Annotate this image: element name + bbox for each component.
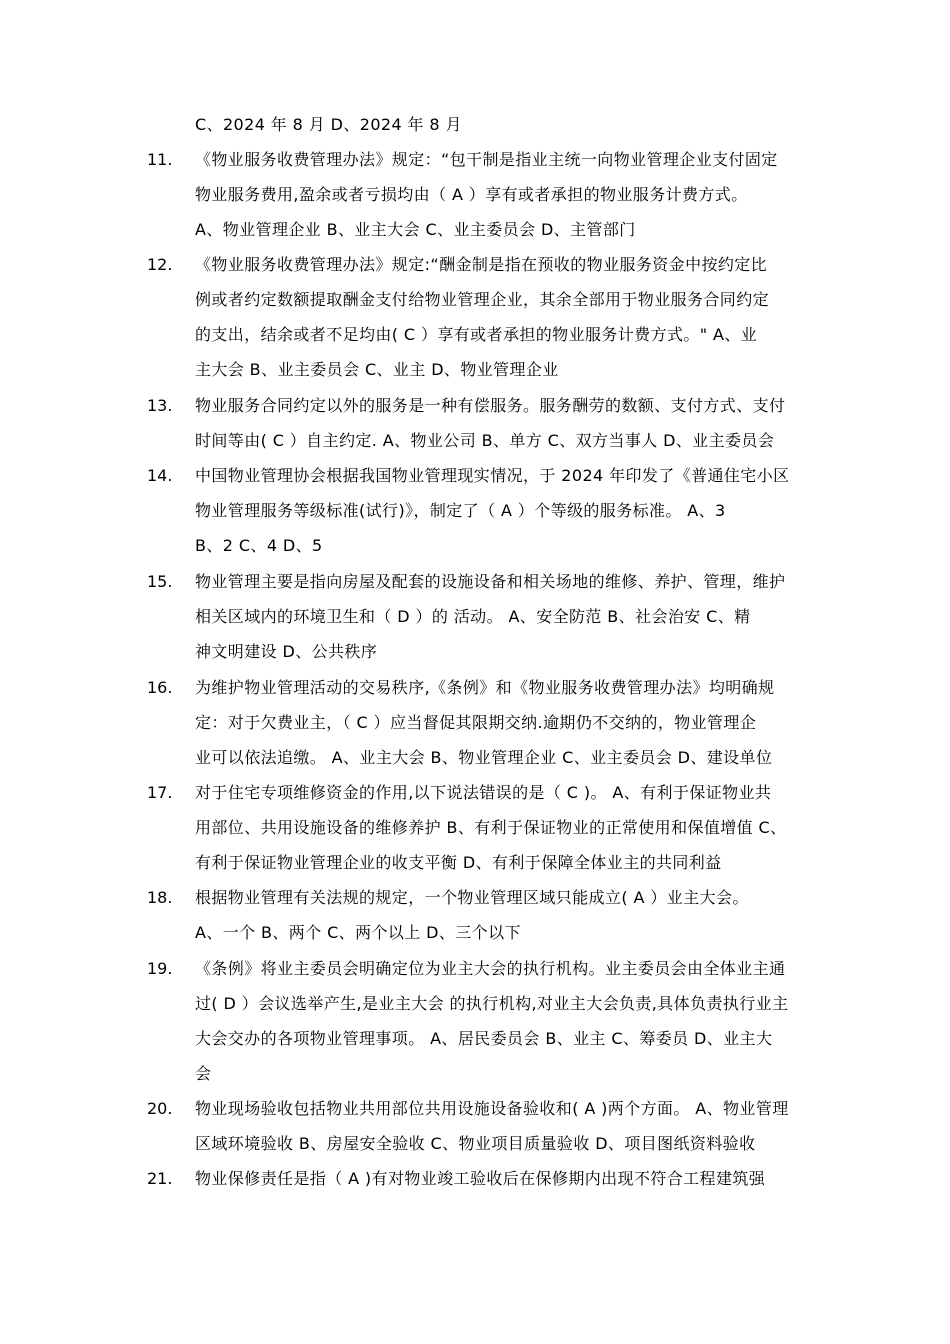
question-line: 会 (195, 1064, 212, 1083)
question-number: 17. (147, 783, 173, 802)
question-number: 15. (147, 572, 173, 591)
question-line: B、2 C、4 D、5 (195, 536, 323, 555)
question-line: 对于住宅专项维修资金的作用,以下说法错误的是（ C )。 A、有利于保证物业共 (195, 783, 772, 802)
question-line: 《条例》将业主委员会明确定位为业主大会的执行机构。业主委员会由全体业主通 (195, 959, 786, 978)
question-number: 20. (147, 1099, 173, 1118)
question-line: 大会交办的各项物业管理事项。 A、居民委员会 B、业主 C、筹委员 D、业主大 (195, 1029, 773, 1048)
question-line: 定：对于欠费业主，（ C ）应当督促其限期交纳.逾期仍不交纳的，物业管理企 (195, 713, 757, 732)
question-line: 业可以依法追缴。 A、业主大会 B、物业管理企业 C、业主委员会 D、建设单位 (195, 748, 773, 767)
question-line: 物业保修责任是指（ A )有对物业竣工验收后在保修期内出现不符合工程建筑强 (195, 1169, 766, 1188)
question-line: 相关区域内的环境卫生和（ D ）的 活动。 A、安全防范 B、社会治安 C、精 (195, 607, 751, 626)
intro-line: C、2024 年 8 月 D、2024 年 8 月 (195, 115, 462, 134)
question-line: 神文明建设 D、公共秩序 (195, 642, 378, 661)
question-line: 物业服务费用,盈余或者亏损均由（ A ）享有或者承担的物业服务计费方式。 (195, 185, 748, 204)
question-line: 物业服务合同约定以外的服务是一种有偿服务。服务酬劳的数额、支付方式、支付 (195, 396, 786, 415)
question-line: 有利于保证物业管理企业的收支平衡 D、有利于保障全体业主的共同利益 (195, 853, 722, 872)
question-number: 13. (147, 396, 173, 415)
question-line: 过( D ）会议选举产生,是业主大会 的执行机构,对业主大会负责,具体负责执行业主 (195, 994, 789, 1013)
question-line: 中国物业管理协会根据我国物业管理现实情况，于 2024 年印发了《普通住宅小区 (195, 466, 790, 485)
question-number: 14. (147, 466, 173, 485)
question-line: 例或者约定数额提取酬金支付给物业管理企业，其余全部用于物业服务合同约定 (195, 290, 770, 309)
question-number: 16. (147, 678, 173, 697)
question-line: 区域环境验收 B、房屋安全验收 C、物业项目质量验收 D、项目图纸资料验收 (195, 1134, 756, 1153)
question-number: 21. (147, 1169, 173, 1188)
question-line: A、物业管理企业 B、业主大会 C、业主委员会 D、主管部门 (195, 220, 636, 239)
question-line: 用部位、共用设施设备的维修养护 B、有利于保证物业的正常使用和保值增值 C、 (195, 818, 787, 837)
question-line: 为维护物业管理活动的交易秩序,《条例》和《物业服务收费管理办法》均明确规 (195, 678, 775, 697)
question-line: A、一个 B、两个 C、两个以上 D、三个以下 (195, 923, 521, 942)
question-line: 的支出，结余或者不足均由( C ）享有或者承担的物业服务计费方式。" A、业 (195, 325, 758, 344)
question-line: 主大会 B、业主委员会 C、业主 D、物业管理企业 (195, 360, 559, 379)
question-line: 时间等由( C ）自主约定. A、物业公司 B、单方 C、双方当事人 D、业主委员会 (195, 431, 775, 450)
question-number: 12. (147, 255, 173, 274)
question-line: 物业现场验收包括物业共用部位共用设施设备验收和( A )两个方面。 A、物业管理 (195, 1099, 789, 1118)
question-line: 物业管理服务等级标准(试行)》，制定了（ A ）个等级的服务标准。 A、3 (195, 501, 726, 520)
question-number: 11. (147, 150, 173, 169)
question-line: 《物业服务收费管理办法》规定:“酬金制是指在预收的物业服务资金中按约定比 (195, 255, 768, 274)
question-line: 《物业服务收费管理办法》规定：“包干制是指业主统一向物业管理企业支付固定 (195, 150, 778, 169)
question-line: 根据物业管理有关法规的规定，一个物业管理区域只能成立( A ）业主大会。 (195, 888, 749, 907)
question-number: 18. (147, 888, 173, 907)
question-number: 19. (147, 959, 173, 978)
question-line: 物业管理主要是指向房屋及配套的设施设备和相关场地的维修、养护、管理，维护 (195, 572, 786, 591)
